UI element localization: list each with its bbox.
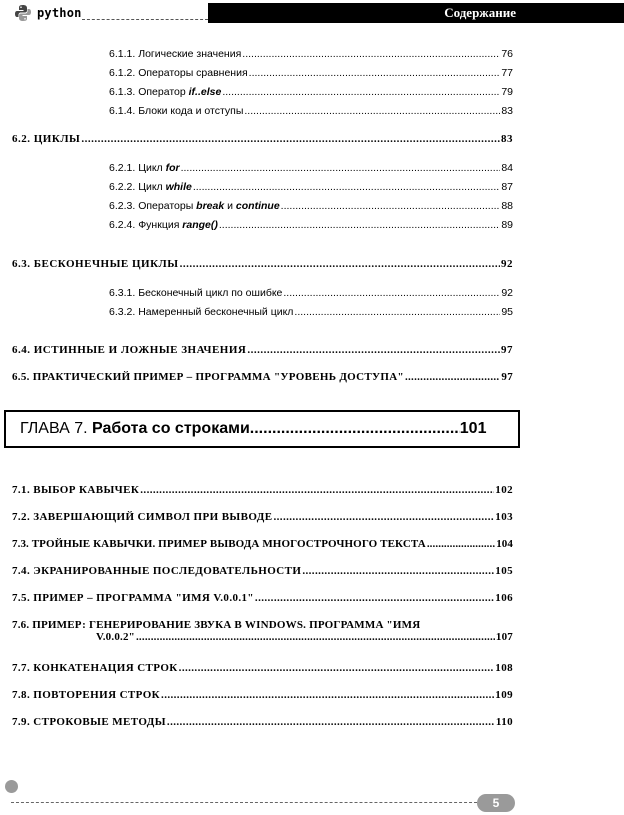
toc-entry[interactable]	[109, 306, 513, 318]
toc-page-number: 83	[501, 133, 513, 145]
toc-section[interactable]	[12, 511, 513, 523]
footer-divider	[11, 802, 477, 803]
toc-entry[interactable]	[109, 48, 513, 60]
toc-page-number: 108	[495, 662, 513, 674]
toc-page-number: 105	[495, 565, 513, 577]
toc-section[interactable]	[12, 371, 513, 383]
toc-page-number: 92	[501, 258, 513, 270]
toc-entry-label: 6.2.2. Цикл while	[109, 181, 192, 193]
toc-section-label: 6.4. ИСТИННЫЕ И ЛОЖНЫЕ ЗНАЧЕНИЯ	[12, 344, 247, 356]
toc-leader	[181, 162, 501, 174]
toc-section[interactable]	[12, 258, 513, 270]
toc-section-label: 6.5. ПРАКТИЧЕСКИЙ ПРИМЕР – ПРОГРАММА "УРОВЕНЬ ДОСТУПА"	[12, 371, 404, 383]
toc-leader	[247, 344, 500, 356]
toc-leader	[242, 48, 500, 60]
toc-page-number: 107	[495, 631, 513, 643]
toc-leader	[179, 662, 495, 674]
toc-leader	[193, 181, 500, 193]
toc-page-number: 83	[501, 105, 513, 117]
toc-entry[interactable]	[109, 162, 513, 174]
brand-label: python	[37, 6, 82, 20]
page-header	[0, 0, 624, 28]
toc-section[interactable]	[12, 484, 513, 496]
toc-leader	[136, 631, 495, 643]
chapter-prefix: ГЛАВА 7.	[20, 420, 88, 437]
toc-entry-label: 6.3.2. Намеренный бесконечный цикл	[109, 306, 294, 318]
toc-section[interactable]	[12, 662, 513, 674]
toc-page-number: 102	[495, 484, 513, 496]
toc-entry[interactable]	[109, 200, 513, 212]
toc-entry[interactable]	[109, 219, 513, 231]
header-bar	[208, 3, 624, 23]
toc-page-number: 97	[501, 344, 513, 356]
toc-leader	[244, 105, 500, 117]
page-number: 5	[477, 794, 515, 812]
toc-page-number: 79	[501, 86, 513, 98]
toc-entry[interactable]	[109, 67, 513, 79]
toc-leader	[255, 592, 494, 604]
toc-section[interactable]	[12, 344, 513, 356]
chapter-heading[interactable]	[4, 410, 520, 448]
toc-page-number: 87	[501, 181, 513, 193]
toc-section[interactable]	[12, 716, 513, 728]
toc-leader	[249, 67, 501, 79]
toc-page-number: 76	[501, 48, 513, 60]
toc-section-label-cont: V.0.0.2"	[96, 631, 135, 643]
footer-dot	[5, 780, 18, 793]
toc-page-number: 110	[495, 716, 513, 728]
toc-section-label: 7.6. ПРИМЕР: ГЕНЕРИРОВАНИЕ ЗВУКА В WINDOWS. ПРОГРАММА "ИМЯ	[12, 619, 421, 631]
toc-entry[interactable]	[109, 181, 513, 193]
toc-leader	[219, 219, 500, 231]
toc-leader	[274, 511, 495, 523]
toc-entry-label: 6.1.4. Блоки кода и отступы	[109, 105, 244, 117]
toc-page-number: 92	[501, 287, 513, 299]
toc-section[interactable]	[12, 619, 513, 643]
toc-page-number: 104	[496, 538, 513, 550]
toc-entry-label: 6.2.4. Функция range()	[109, 219, 218, 231]
toc-entry[interactable]	[109, 86, 513, 98]
toc-section[interactable]	[12, 592, 513, 604]
toc-page-number: 106	[495, 592, 513, 604]
toc-section-label: 7.5. ПРИМЕР – ПРОГРАММА "ИМЯ V.0.0.1"	[12, 592, 254, 604]
toc-leader	[294, 306, 500, 318]
toc-page-number: 77	[501, 67, 513, 79]
toc-leader	[180, 258, 500, 270]
toc-section-label: 6.3. БЕСКОНЕЧНЫЕ ЦИКЛЫ	[12, 258, 179, 270]
toc-leader	[140, 484, 494, 496]
toc-entry-label: 6.2.1. Цикл for	[109, 162, 180, 174]
toc-leader	[283, 287, 500, 299]
toc-page-number: 88	[501, 200, 513, 212]
toc-page-number: 95	[501, 306, 513, 318]
toc-section[interactable]	[12, 689, 513, 701]
toc-section-label: 7.1. ВЫБОР КАВЫЧЕК	[12, 484, 140, 496]
toc-entry[interactable]	[109, 105, 513, 117]
toc-leader	[161, 689, 494, 701]
toc-page-number: 103	[495, 511, 513, 523]
toc-entry-label: 6.1.3. Оператор if..else	[109, 86, 222, 98]
toc-leader	[281, 200, 501, 212]
toc-entry-label: 6.1.2. Операторы сравнения	[109, 67, 248, 79]
toc-entry-label: 6.3.1. Бесконечный цикл по ошибке	[109, 287, 283, 299]
header-divider	[82, 19, 208, 20]
toc-section[interactable]	[12, 133, 513, 145]
toc-page-number: 89	[501, 219, 513, 231]
python-logo-icon	[14, 4, 32, 22]
toc-entry-label: 6.1.1. Логические значения	[109, 48, 242, 60]
toc-leader	[250, 420, 460, 438]
toc-page-number: 97	[501, 371, 513, 383]
toc-section-label: 7.2. ЗАВЕРШАЮЩИЙ СИМВОЛ ПРИ ВЫВОДЕ	[12, 511, 273, 523]
toc-entry-label: 6.2.3. Операторы break и continue	[109, 200, 280, 212]
toc-section-label: 7.3. ТРОЙНЫЕ КАВЫЧКИ. ПРИМЕР ВЫВОДА МНОГОСТРОЧНОГО ТЕКСТА	[12, 538, 426, 550]
toc-section-label: 6.2. ЦИКЛЫ	[12, 133, 81, 145]
toc-leader	[302, 565, 494, 577]
toc-section-label: 7.4. ЭКРАНИРОВАННЫЕ ПОСЛЕДОВАТЕЛЬНОСТИ	[12, 565, 302, 577]
chapter-title: Работа со строками	[92, 420, 250, 437]
toc-leader	[427, 538, 495, 550]
toc-section-label: 7.8. ПОВТОРЕНИЯ СТРОК	[12, 689, 161, 701]
toc-entry[interactable]	[109, 287, 513, 299]
toc-leader	[167, 716, 495, 728]
toc-page-number: 84	[501, 162, 513, 174]
page-title: Содержание	[444, 5, 516, 20]
toc-leader	[222, 86, 500, 98]
toc-section[interactable]	[12, 538, 513, 550]
chapter-page-number: 101	[459, 420, 487, 437]
toc-leader	[81, 133, 500, 145]
toc-section[interactable]	[12, 565, 513, 577]
toc-page-number: 109	[495, 689, 513, 701]
toc-leader	[405, 371, 500, 383]
toc-section-label: 7.9. СТРОКОВЫЕ МЕТОДЫ	[12, 716, 166, 728]
toc-section-label: 7.7. КОНКАТЕНАЦИЯ СТРОК	[12, 662, 178, 674]
